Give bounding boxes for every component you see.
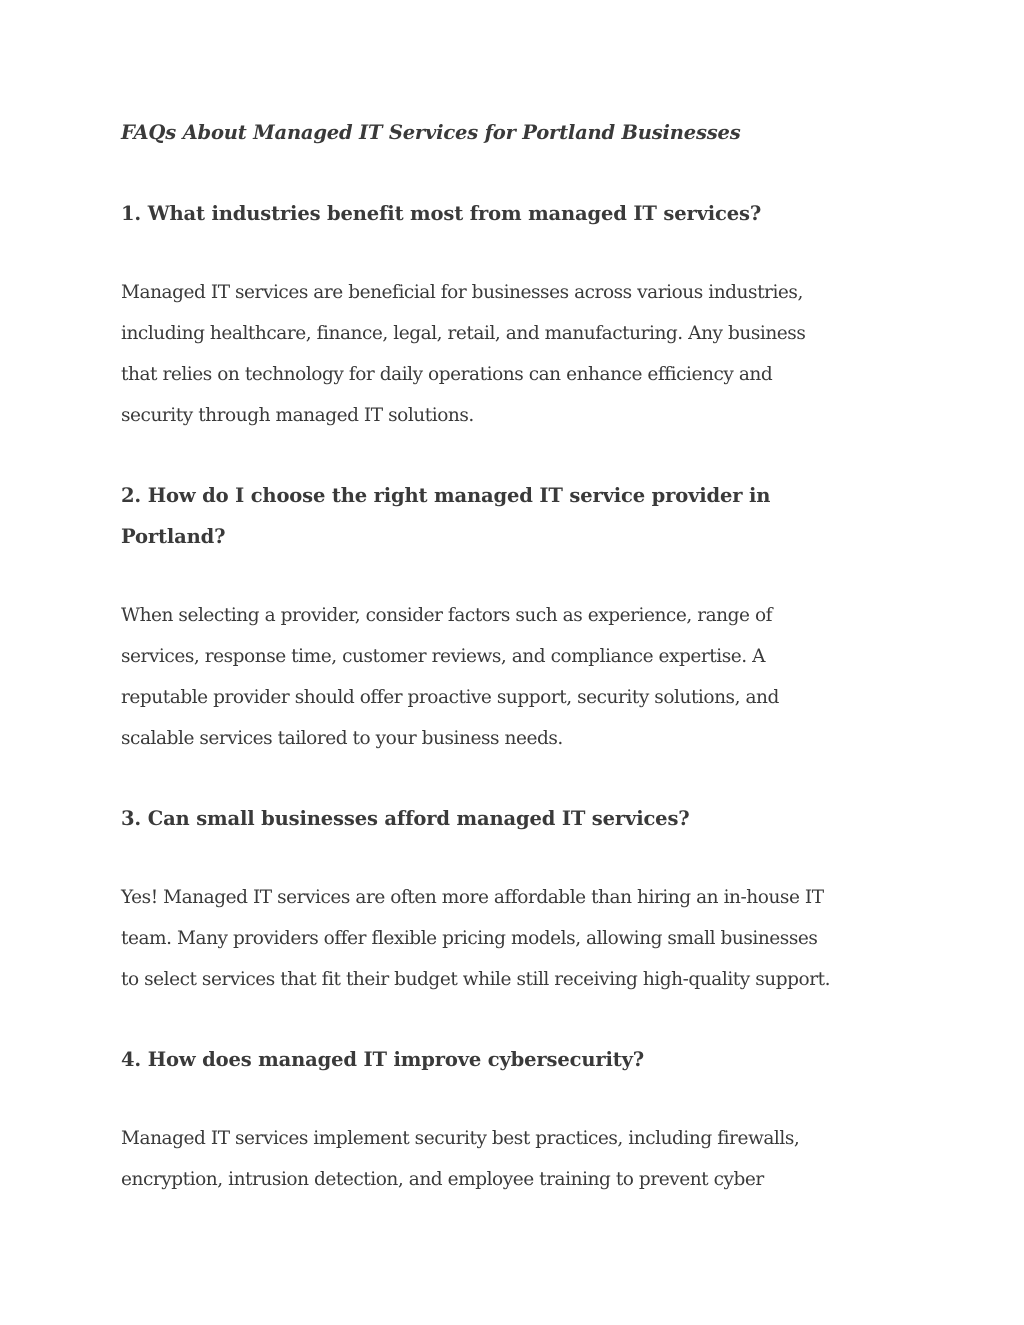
faq-2-question-line-1: 2. How do I choose the right managed IT service provider in xyxy=(121,484,771,507)
faq-3-answer-line-2: team. Many providers offer flexible pricing models, allowing small businesses xyxy=(121,928,818,949)
faq-2-question-line-2: Portland? xyxy=(121,525,226,548)
faq-2-answer-line-4: scalable services tailored to your business needs. xyxy=(121,728,563,749)
faq-4-answer-line-1: Managed IT services implement security best practices, including firewalls, xyxy=(121,1128,800,1149)
faq-3-answer-line-1: Yes! Managed IT services are often more affordable than hiring an in-house IT xyxy=(121,887,824,908)
faq-4-question: 4. How does managed IT improve cybersecurity? xyxy=(121,1048,645,1071)
faq-3-answer-line-3: to select services that fit their budget while still receiving high-quality support. xyxy=(121,969,831,990)
faq-1-answer-line-1: Managed IT services are beneficial for businesses across various industries, xyxy=(121,282,803,303)
faq-2-answer-line-3: reputable provider should offer proactive support, security solutions, and xyxy=(121,687,779,708)
faq-1-answer-line-4: security through managed IT solutions. xyxy=(121,405,474,426)
faq-4-answer-line-2: encryption, intrusion detection, and employee training to prevent cyber xyxy=(121,1169,764,1190)
faq-2-answer-line-2: services, response time, customer reviews, and compliance expertise. A xyxy=(121,646,766,667)
faq-1-answer-line-3: that relies on technology for daily operations can enhance efficiency and xyxy=(121,364,773,385)
faq-2-answer-line-1: When selecting a provider, consider factors such as experience, range of xyxy=(121,605,773,626)
faq-1-question: 1. What industries benefit most from managed IT services? xyxy=(121,202,762,225)
page-title: FAQs About Managed IT Services for Portland Businesses xyxy=(121,121,741,144)
faq-1-answer-line-2: including healthcare, finance, legal, retail, and manufacturing. Any business xyxy=(121,323,806,344)
faq-3-question: 3. Can small businesses afford managed IT services? xyxy=(121,807,690,830)
